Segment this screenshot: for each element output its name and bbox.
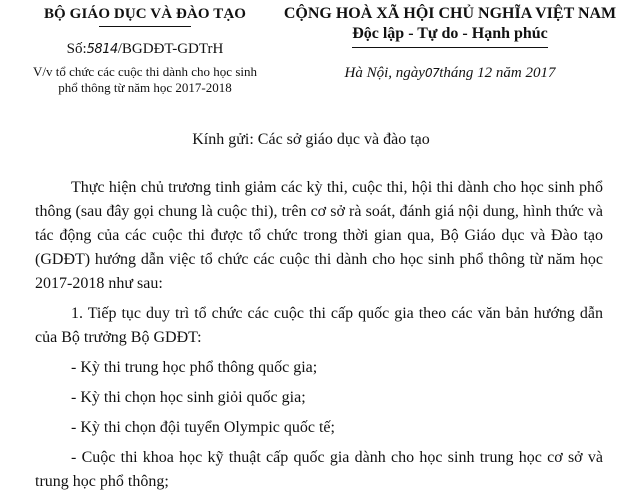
republic-title: CỘNG HOÀ XÃ HỘI CHỦ NGHĨA VIỆT NAM: [283, 5, 617, 22]
national-header-block: [282, 4, 618, 83]
national-motto: Độc lập - Tự do - Hạnh phúc: [352, 25, 548, 42]
salutation: Kính gửi: Các sở giáo dục và đào tạo: [192, 131, 430, 148]
document-number-prefix: Số:: [66, 41, 87, 57]
date-prefix: Hà Nội, ngày: [344, 65, 425, 81]
letter-body: [35, 176, 603, 494]
issuer-block: [10, 4, 280, 96]
list-item: - Kỳ thi chọn đội tuyển Olympic quốc tế;: [71, 419, 335, 436]
document-number-handwritten: 5814: [86, 42, 118, 57]
date-suffix: tháng 12 năm 2017: [439, 65, 556, 81]
list-item: - Kỳ thi chọn học sinh giỏi quốc gia;: [71, 389, 306, 406]
list-item: - Cuộc thi khoa học kỹ thuật cấp quốc gia dành cho học sinh trung học cơ sở và trung học phổ thông;: [35, 449, 603, 490]
motto-underline: [352, 47, 548, 48]
place-and-date: [282, 63, 618, 83]
intro-paragraph: Thực hiện chủ trương tinh giảm các kỳ thi, cuộc thi, hội thi dành cho học sinh phổ thông (sau đây gọi chung là cuộc thi), trên cơ sở rà soát, đánh giá nội dung, hình thức và tác động của các cuộc thi được tổ chức trong thời gian qua, Bộ Giáo dục và Đào tạo (GDĐT) hướng dẫn việc tổ chức các cuộc thi dành cho học sinh phổ thông từ năm học 2017-2018 như sau:: [35, 179, 603, 292]
ministry-underline: [99, 26, 191, 27]
subject-line-2: phổ thông từ năm học 2017-2018: [58, 80, 232, 95]
point-1-paragraph: 1. Tiếp tục duy trì tổ chức các cuộc thi cấp quốc gia theo các văn bản hướng dẫn của Bộ trưởng Bộ GDĐT:: [35, 305, 603, 346]
document-number: [10, 39, 280, 60]
subject-line-1: V/v tổ chức các cuộc thi dành cho học sinh: [32, 64, 257, 79]
document-number-suffix: /BGDĐT-GDTrH: [117, 41, 224, 57]
list-item: - Kỳ thi trung học phổ thông quốc gia;: [71, 359, 318, 376]
date-day-handwritten: 07: [424, 66, 440, 80]
ministry-name: BỘ GIÁO DỤC VÀ ĐÀO TẠO: [43, 6, 247, 22]
